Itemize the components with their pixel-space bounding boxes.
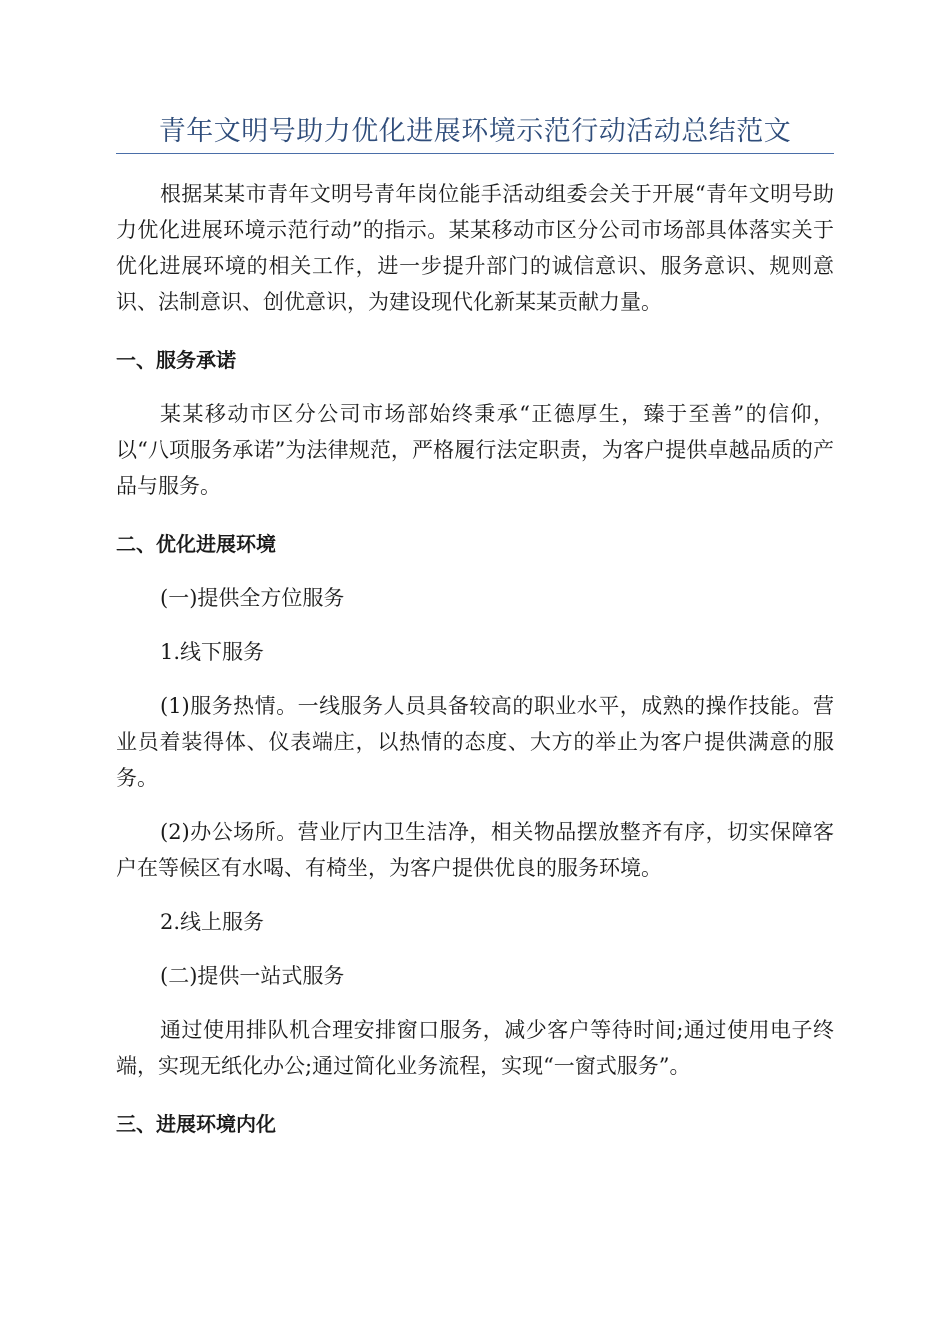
- title-underline: [116, 153, 834, 154]
- document-title: 青年文明号助力优化进展环境示范行动活动总结范文: [158, 116, 792, 147]
- section-heading-1: 一、服务承诺: [116, 348, 236, 372]
- intro-paragraph: 根据某某市青年文明号青年岗位能手活动组委会关于开展“青年文明号助力优化进展环境示范行动”的指示。某某移动市区分公司市场部具体落实关于优化进展环境的相关工作，进一步提升部门的诚信意识、服务意识、规则意识、法制意识、创优意识，为建设现代化新某某贡献力量。: [116, 182, 834, 314]
- subsection-heading-1: (一)提供全方位服务: [160, 586, 345, 610]
- paragraph-one-stop-service: 通过使用排队机合理安排窗口服务，减少客户等待时间;通过使用电子终端，实现无纸化办公;通过简化业务流程，实现“一窗式服务”。: [116, 1018, 834, 1078]
- document-body: [116, 176, 834, 1142]
- subsection-heading-2: (二)提供一站式服务: [160, 964, 345, 988]
- section-heading-2: 二、优化进展环境: [116, 532, 276, 556]
- paragraph-office-premises: (2)办公场所。营业厅内卫生洁净，相关物品摆放整齐有序，切实保障客户在等候区有水喝、有椅坐，为客户提供优良的服务环境。: [116, 820, 834, 880]
- paragraph-service-commitment: 某某移动市区分公司市场部始终秉承“正德厚生，臻于至善”的信仰，以“八项服务承诺”为法律规范，严格履行法定职责，为客户提供卓越品质的产品与服务。: [116, 402, 834, 498]
- paragraph-service-attitude: (1)服务热情。一线服务人员具备较高的职业水平，成熟的操作技能。营业员着装得体、仪表端庄，以热情的态度、大方的举止为客户提供满意的服务。: [116, 694, 834, 790]
- section-heading-3: 三、进展环境内化: [116, 1112, 276, 1136]
- item-heading-2: 2.线上服务: [160, 910, 265, 934]
- item-heading-1: 1.线下服务: [160, 640, 265, 664]
